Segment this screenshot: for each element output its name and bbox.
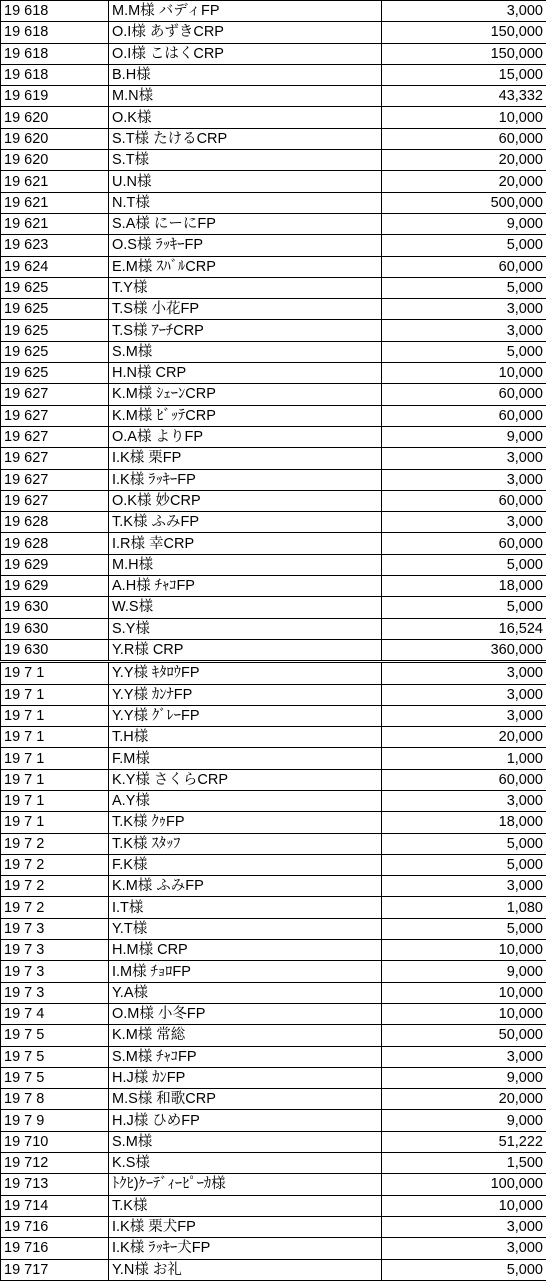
date-cell: 19 621 — [1, 171, 109, 192]
amount-cell: 51,222 — [382, 1131, 546, 1152]
amount-cell: 60,000 — [382, 769, 546, 790]
amount-cell: 9,000 — [382, 1110, 546, 1131]
date-cell: 19 7 2 — [1, 833, 109, 854]
amount-cell: 3,000 — [382, 1238, 546, 1259]
amount-cell: 10,000 — [382, 1195, 546, 1216]
amount-cell: 60,000 — [382, 490, 546, 511]
donor-name-cell: M.M様 バディFP — [109, 1, 382, 22]
table-row — [1, 1195, 546, 1216]
donor-name-cell: O.K様 妙CRP — [109, 490, 382, 511]
date-cell: 19 713 — [1, 1174, 109, 1195]
amount-cell: 10,000 — [382, 1003, 546, 1024]
donor-name-cell: T.S様 ｱｰﾁCRP — [109, 320, 382, 341]
date-cell: 19 7 9 — [1, 1110, 109, 1131]
donor-name-cell: K.M様 ふみFP — [109, 876, 382, 897]
table-row — [1, 576, 546, 597]
date-cell: 19 7 5 — [1, 1025, 109, 1046]
donor-name-cell: M.H様 — [109, 554, 382, 575]
table-row — [1, 128, 546, 149]
date-cell: 19 623 — [1, 235, 109, 256]
donor-name-cell: Y.Y様 ｸﾞﾚｰFP — [109, 705, 382, 726]
table-row — [1, 769, 546, 790]
amount-cell: 60,000 — [382, 533, 546, 554]
table-row — [1, 533, 546, 554]
donor-name-cell: K.S様 — [109, 1153, 382, 1174]
amount-cell: 18,000 — [382, 812, 546, 833]
date-cell: 19 628 — [1, 533, 109, 554]
donor-name-cell: Y.A様 — [109, 982, 382, 1003]
amount-cell: 9,000 — [382, 426, 546, 447]
donor-name-cell: O.K様 — [109, 107, 382, 128]
donor-name-cell: N.T様 — [109, 192, 382, 213]
amount-cell: 50,000 — [382, 1025, 546, 1046]
amount-cell: 5,000 — [382, 918, 546, 939]
table-row — [1, 512, 546, 533]
donor-name-cell: Y.R様 CRP — [109, 639, 382, 661]
donor-name-cell: Y.N様 お礼 — [109, 1259, 382, 1280]
amount-cell: 3,000 — [382, 1046, 546, 1067]
donor-name-cell: T.K様 ｽﾀｯﾌ — [109, 833, 382, 854]
date-cell: 19 627 — [1, 469, 109, 490]
date-cell: 19 7 2 — [1, 854, 109, 875]
table-row — [1, 1046, 546, 1067]
table-row — [1, 982, 546, 1003]
amount-cell: 5,000 — [382, 277, 546, 298]
table-row — [1, 854, 546, 875]
donor-name-cell: T.Y様 — [109, 277, 382, 298]
date-cell: 19 7 3 — [1, 940, 109, 961]
donor-name-cell: S.A様 にーにFP — [109, 213, 382, 234]
table-row — [1, 812, 546, 833]
donor-name-cell: T.K様 ふみFP — [109, 512, 382, 533]
table-row — [1, 1003, 546, 1024]
table-row — [1, 1, 546, 22]
table-row — [1, 43, 546, 64]
table-row — [1, 405, 546, 426]
table-row — [1, 299, 546, 320]
date-cell: 19 7 5 — [1, 1046, 109, 1067]
amount-cell: 9,000 — [382, 961, 546, 982]
date-cell: 19 7 8 — [1, 1089, 109, 1110]
amount-cell: 3,000 — [382, 662, 546, 684]
date-cell: 19 625 — [1, 341, 109, 362]
table-row — [1, 876, 546, 897]
date-cell: 19 627 — [1, 490, 109, 511]
date-cell: 19 629 — [1, 576, 109, 597]
amount-cell: 3,000 — [382, 705, 546, 726]
amount-cell: 60,000 — [382, 256, 546, 277]
amount-cell: 3,000 — [382, 790, 546, 811]
donor-name-cell: I.M様 ﾁｮﾛFP — [109, 961, 382, 982]
date-cell: 19 7 2 — [1, 876, 109, 897]
amount-cell: 360,000 — [382, 639, 546, 661]
amount-cell: 20,000 — [382, 150, 546, 171]
donor-name-cell: S.M様 ﾁｬｺFP — [109, 1046, 382, 1067]
amount-cell: 20,000 — [382, 727, 546, 748]
date-cell: 19 621 — [1, 192, 109, 213]
table-row — [1, 918, 546, 939]
donor-name-cell: O.M様 小冬FP — [109, 1003, 382, 1024]
table-row — [1, 705, 546, 726]
donor-name-cell: O.A様 よりFP — [109, 426, 382, 447]
date-cell: 19 620 — [1, 107, 109, 128]
table-row — [1, 1216, 546, 1237]
date-cell: 19 618 — [1, 22, 109, 43]
amount-cell: 3,000 — [382, 1216, 546, 1237]
donor-name-cell: F.K様 — [109, 854, 382, 875]
amount-cell: 3,000 — [382, 320, 546, 341]
amount-cell: 3,000 — [382, 299, 546, 320]
date-cell: 19 7 1 — [1, 748, 109, 769]
table-row — [1, 469, 546, 490]
date-cell: 19 7 1 — [1, 727, 109, 748]
table-row — [1, 961, 546, 982]
date-cell: 19 7 1 — [1, 684, 109, 705]
table-row — [1, 897, 546, 918]
table-row — [1, 192, 546, 213]
date-cell: 19 716 — [1, 1238, 109, 1259]
amount-cell: 3,000 — [382, 469, 546, 490]
date-cell: 19 7 1 — [1, 662, 109, 684]
date-cell: 19 621 — [1, 213, 109, 234]
date-cell: 19 618 — [1, 64, 109, 85]
amount-cell: 3,000 — [382, 876, 546, 897]
date-cell: 19 620 — [1, 150, 109, 171]
date-cell: 19 629 — [1, 554, 109, 575]
date-cell: 19 620 — [1, 128, 109, 149]
donor-name-cell: S.M様 — [109, 341, 382, 362]
date-cell: 19 630 — [1, 618, 109, 639]
donor-name-cell: O.S様 ﾗｯｷｰFP — [109, 235, 382, 256]
amount-cell: 1,080 — [382, 897, 546, 918]
amount-cell: 60,000 — [382, 405, 546, 426]
donor-name-cell: T.K様 ｸｩFP — [109, 812, 382, 833]
donor-name-cell: T.S様 小花FP — [109, 299, 382, 320]
table-row — [1, 684, 546, 705]
table-row — [1, 213, 546, 234]
donor-name-cell: Y.Y様 ｶﾝﾅFP — [109, 684, 382, 705]
table-row — [1, 1067, 546, 1088]
donor-name-cell: Y.Y様 ｷﾀﾛｳFP — [109, 662, 382, 684]
date-cell: 19 625 — [1, 363, 109, 384]
amount-cell: 3,000 — [382, 1, 546, 22]
donor-name-cell: I.K様 栗FP — [109, 448, 382, 469]
date-cell: 19 7 3 — [1, 918, 109, 939]
date-cell: 19 630 — [1, 597, 109, 618]
amount-cell: 20,000 — [382, 171, 546, 192]
table-row — [1, 107, 546, 128]
table-row — [1, 277, 546, 298]
table-row — [1, 384, 546, 405]
date-cell: 19 7 1 — [1, 769, 109, 790]
donor-name-cell: I.K様 ﾗｯｷｰ犬FP — [109, 1238, 382, 1259]
table-row — [1, 341, 546, 362]
table-row — [1, 1110, 546, 1131]
amount-cell: 43,332 — [382, 86, 546, 107]
donor-name-cell: H.J様 ひめFP — [109, 1110, 382, 1131]
donor-name-cell: B.H様 — [109, 64, 382, 85]
donor-name-cell: S.Y様 — [109, 618, 382, 639]
table-row — [1, 1174, 546, 1195]
donation-table-body — [1, 1, 546, 1281]
donor-name-cell: E.M様 ｽﾊﾞﾙCRP — [109, 256, 382, 277]
donor-name-cell: S.T様 — [109, 150, 382, 171]
table-row — [1, 150, 546, 171]
amount-cell: 5,000 — [382, 833, 546, 854]
donor-name-cell: T.H様 — [109, 727, 382, 748]
table-row — [1, 1089, 546, 1110]
amount-cell: 10,000 — [382, 940, 546, 961]
amount-cell: 16,524 — [382, 618, 546, 639]
donor-name-cell: M.S様 和歌CRP — [109, 1089, 382, 1110]
date-cell: 19 627 — [1, 448, 109, 469]
date-cell: 19 712 — [1, 1153, 109, 1174]
table-row — [1, 554, 546, 575]
amount-cell: 9,000 — [382, 1067, 546, 1088]
amount-cell: 20,000 — [382, 1089, 546, 1110]
table-row — [1, 256, 546, 277]
table-row — [1, 64, 546, 85]
table-row — [1, 448, 546, 469]
date-cell: 19 7 3 — [1, 961, 109, 982]
amount-cell: 9,000 — [382, 213, 546, 234]
donor-name-cell: H.N様 CRP — [109, 363, 382, 384]
donor-name-cell: S.M様 — [109, 1131, 382, 1152]
amount-cell: 3,000 — [382, 684, 546, 705]
date-cell: 19 625 — [1, 277, 109, 298]
table-row — [1, 1238, 546, 1259]
date-cell: 19 627 — [1, 426, 109, 447]
date-cell: 19 7 5 — [1, 1067, 109, 1088]
donor-name-cell: K.M様 ｼｪｰﾝCRP — [109, 384, 382, 405]
amount-cell: 10,000 — [382, 982, 546, 1003]
amount-cell: 10,000 — [382, 107, 546, 128]
donor-name-cell: I.K様 ﾗｯｷｰFP — [109, 469, 382, 490]
date-cell: 19 7 4 — [1, 1003, 109, 1024]
amount-cell: 150,000 — [382, 22, 546, 43]
donor-name-cell: H.M様 CRP — [109, 940, 382, 961]
amount-cell: 500,000 — [382, 192, 546, 213]
donor-name-cell: U.N様 — [109, 171, 382, 192]
donor-name-cell: W.S様 — [109, 597, 382, 618]
date-cell: 19 618 — [1, 43, 109, 64]
donor-name-cell: O.I様 こはくCRP — [109, 43, 382, 64]
amount-cell: 100,000 — [382, 1174, 546, 1195]
table-row — [1, 618, 546, 639]
donor-name-cell: M.N様 — [109, 86, 382, 107]
amount-cell: 5,000 — [382, 854, 546, 875]
date-cell: 19 7 1 — [1, 812, 109, 833]
table-row — [1, 639, 546, 661]
date-cell: 19 630 — [1, 639, 109, 661]
amount-cell: 18,000 — [382, 576, 546, 597]
date-cell: 19 7 2 — [1, 897, 109, 918]
date-cell: 19 618 — [1, 1, 109, 22]
date-cell: 19 710 — [1, 1131, 109, 1152]
table-row — [1, 662, 546, 684]
table-row — [1, 22, 546, 43]
amount-cell: 10,000 — [382, 363, 546, 384]
donor-name-cell: Y.T様 — [109, 918, 382, 939]
amount-cell: 5,000 — [382, 597, 546, 618]
table-row — [1, 1259, 546, 1280]
date-cell: 19 628 — [1, 512, 109, 533]
amount-cell: 5,000 — [382, 1259, 546, 1280]
amount-cell: 3,000 — [382, 448, 546, 469]
date-cell: 19 7 1 — [1, 790, 109, 811]
table-row — [1, 833, 546, 854]
table-row — [1, 1131, 546, 1152]
donor-name-cell: S.T様 たけるCRP — [109, 128, 382, 149]
donor-name-cell: O.I様 あずきCRP — [109, 22, 382, 43]
donor-name-cell: A.H様 ﾁｬｺFP — [109, 576, 382, 597]
table-row — [1, 790, 546, 811]
date-cell: 19 717 — [1, 1259, 109, 1280]
amount-cell: 60,000 — [382, 128, 546, 149]
amount-cell: 3,000 — [382, 512, 546, 533]
donor-name-cell: T.K様 — [109, 1195, 382, 1216]
date-cell: 19 714 — [1, 1195, 109, 1216]
amount-cell: 5,000 — [382, 341, 546, 362]
table-row — [1, 426, 546, 447]
donor-name-cell: K.M様 ﾋﾞｯﾃCRP — [109, 405, 382, 426]
amount-cell: 15,000 — [382, 64, 546, 85]
date-cell: 19 619 — [1, 86, 109, 107]
donor-name-cell: H.J様 ｶﾝFP — [109, 1067, 382, 1088]
table-row — [1, 171, 546, 192]
table-row — [1, 363, 546, 384]
donor-name-cell: ﾄｸﾋ)ｹｰﾃﾞｨｰﾋﾟｰｶ様 — [109, 1174, 382, 1195]
amount-cell: 1,500 — [382, 1153, 546, 1174]
amount-cell: 150,000 — [382, 43, 546, 64]
date-cell: 19 624 — [1, 256, 109, 277]
date-cell: 19 625 — [1, 299, 109, 320]
date-cell: 19 627 — [1, 405, 109, 426]
donor-name-cell: I.T様 — [109, 897, 382, 918]
donor-name-cell: I.K様 栗犬FP — [109, 1216, 382, 1237]
table-row — [1, 1153, 546, 1174]
table-row — [1, 235, 546, 256]
donor-name-cell: A.Y様 — [109, 790, 382, 811]
date-cell: 19 627 — [1, 384, 109, 405]
table-row — [1, 940, 546, 961]
date-cell: 19 7 1 — [1, 705, 109, 726]
table-row — [1, 597, 546, 618]
amount-cell: 5,000 — [382, 554, 546, 575]
amount-cell: 60,000 — [382, 384, 546, 405]
table-row — [1, 86, 546, 107]
table-row — [1, 727, 546, 748]
table-row — [1, 1025, 546, 1046]
donor-name-cell: F.M様 — [109, 748, 382, 769]
donor-name-cell: K.Y様 さくらCRP — [109, 769, 382, 790]
donor-name-cell: K.M様 常総 — [109, 1025, 382, 1046]
table-row — [1, 490, 546, 511]
table-row — [1, 320, 546, 341]
date-cell: 19 7 3 — [1, 982, 109, 1003]
amount-cell: 1,000 — [382, 748, 546, 769]
date-cell: 19 716 — [1, 1216, 109, 1237]
donor-name-cell: I.R様 幸CRP — [109, 533, 382, 554]
amount-cell: 5,000 — [382, 235, 546, 256]
date-cell: 19 625 — [1, 320, 109, 341]
table-row — [1, 748, 546, 769]
